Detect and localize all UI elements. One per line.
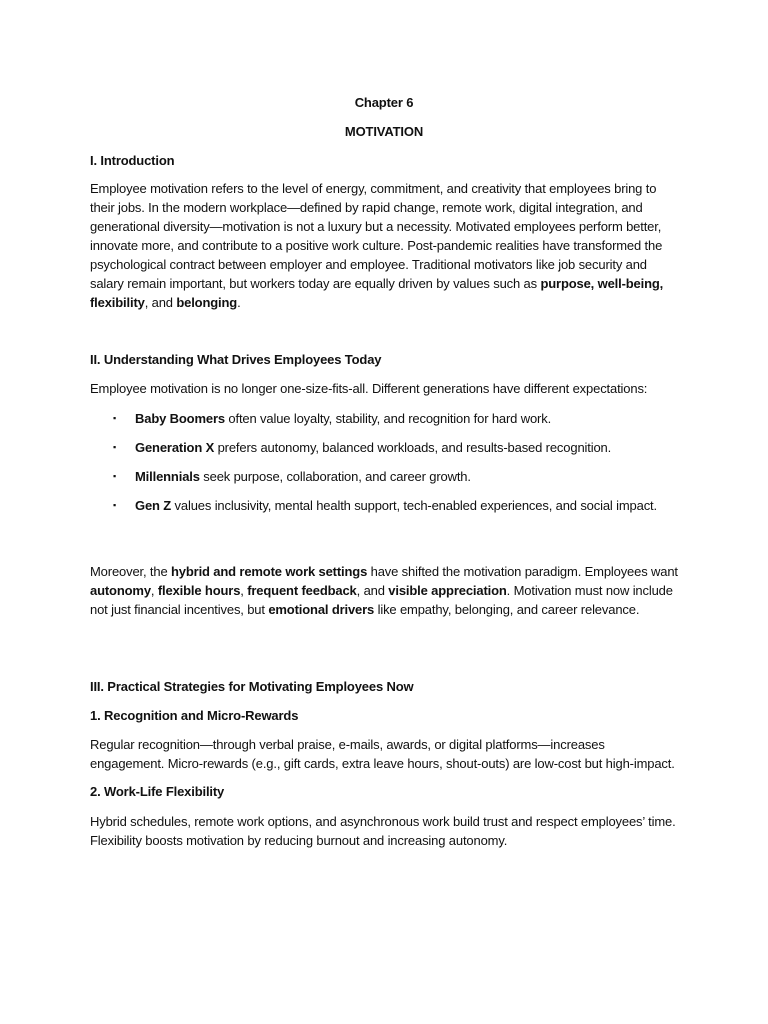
hybrid-text-6: . Motivation must now include not just financial incentives, but (90, 583, 673, 617)
intro-text-3: . (237, 295, 241, 310)
intro-bold-values: purpose, well-being, flexibility (90, 276, 664, 310)
intro-paragraph (90, 179, 680, 312)
bullet-text: values inclusivity, mental health support, tech-enabled experiences, and social impact. (171, 498, 657, 513)
intro-text-2: , and (144, 295, 177, 310)
hybrid-bold-emotional-drivers: emotional drivers (268, 602, 375, 617)
section-heading-drivers: II. Understanding What Drives Employees Today (90, 352, 382, 367)
intro-text-1: Employee motivation refers to the level of energy, commitment, and creativity that employees bring to their jobs. In the modern workplace—defined by rapid change, remote work, digital integration, and generational diversity—motivation is not a luxury but a necessity. Motivated employees perform better, innovate more, and contribute to a positive work culture. Post-pandemic realities have transformed the psychological contract between employer and employee. Traditional motivators like job security and salary remain important, but workers today are equally driven by values such as (90, 181, 663, 291)
hybrid-text-2: have shifted the motivation paradigm. Employees want (367, 564, 678, 579)
drivers-lead-paragraph: Employee motivation is no longer one-size-fits-all. Different generations have different expectations: (90, 381, 648, 396)
bullet-term: Baby Boomers (135, 411, 225, 426)
flexibility-paragraph: Hybrid schedules, remote work options, and asynchronous work build trust and respect employees’ time. Flexibility boosts motivation by reducing burnout and increasing autonomy. (90, 814, 676, 848)
section-heading-introduction: I. Introduction (90, 153, 175, 168)
hybrid-text-4: , (240, 583, 248, 598)
bullet-marker: ▪ (113, 471, 117, 481)
recognition-paragraph: Regular recognition—through verbal praise, e-mails, awards, or digital platforms—increases engagement. Micro-rewards (e.g., gift cards, extra leave hours, shout-outs) are low-cost but high-impact. (90, 737, 675, 771)
hybrid-bold-appreciation: visible appreciation (388, 583, 507, 598)
hybrid-bold-autonomy: autonomy (90, 583, 151, 598)
intro-bold-belonging: belonging (176, 295, 238, 310)
hybrid-text-5: , and (356, 583, 389, 598)
hybrid-text-3: , (150, 583, 158, 598)
subheading-recognition: 1. Recognition and Micro-Rewards (90, 708, 299, 723)
bullet-marker: ▪ (113, 442, 117, 452)
bullet-text: often value loyalty, stability, and recognition for hard work. (224, 411, 552, 426)
hybrid-text-7: like empathy, belonging, and career relevance. (374, 602, 640, 617)
bullet-text: seek purpose, collaboration, and career growth. (199, 469, 471, 484)
hybrid-work-paragraph (90, 562, 680, 619)
chapter-label: Chapter 6 (354, 95, 414, 110)
chapter-title: MOTIVATION (344, 124, 424, 139)
hybrid-bold-flexible-hours: flexible hours (157, 583, 241, 598)
bullet-term: Generation X (135, 440, 215, 455)
bullet-marker: ▪ (113, 413, 117, 423)
hybrid-text-1: Moreover, the (90, 564, 171, 579)
bullet-term: Gen Z (135, 498, 172, 513)
bullet-text: prefers autonomy, balanced workloads, and results-based recognition. (214, 440, 612, 455)
section-heading-strategies: III. Practical Strategies for Motivating Employees Now (90, 679, 414, 694)
hybrid-bold-feedback: frequent feedback (247, 583, 357, 598)
subheading-flexibility: 2. Work-Life Flexibility (90, 784, 225, 799)
bullet-marker: ▪ (113, 500, 117, 510)
hybrid-bold-settings: hybrid and remote work settings (171, 564, 368, 579)
bullet-term: Millennials (135, 469, 200, 484)
